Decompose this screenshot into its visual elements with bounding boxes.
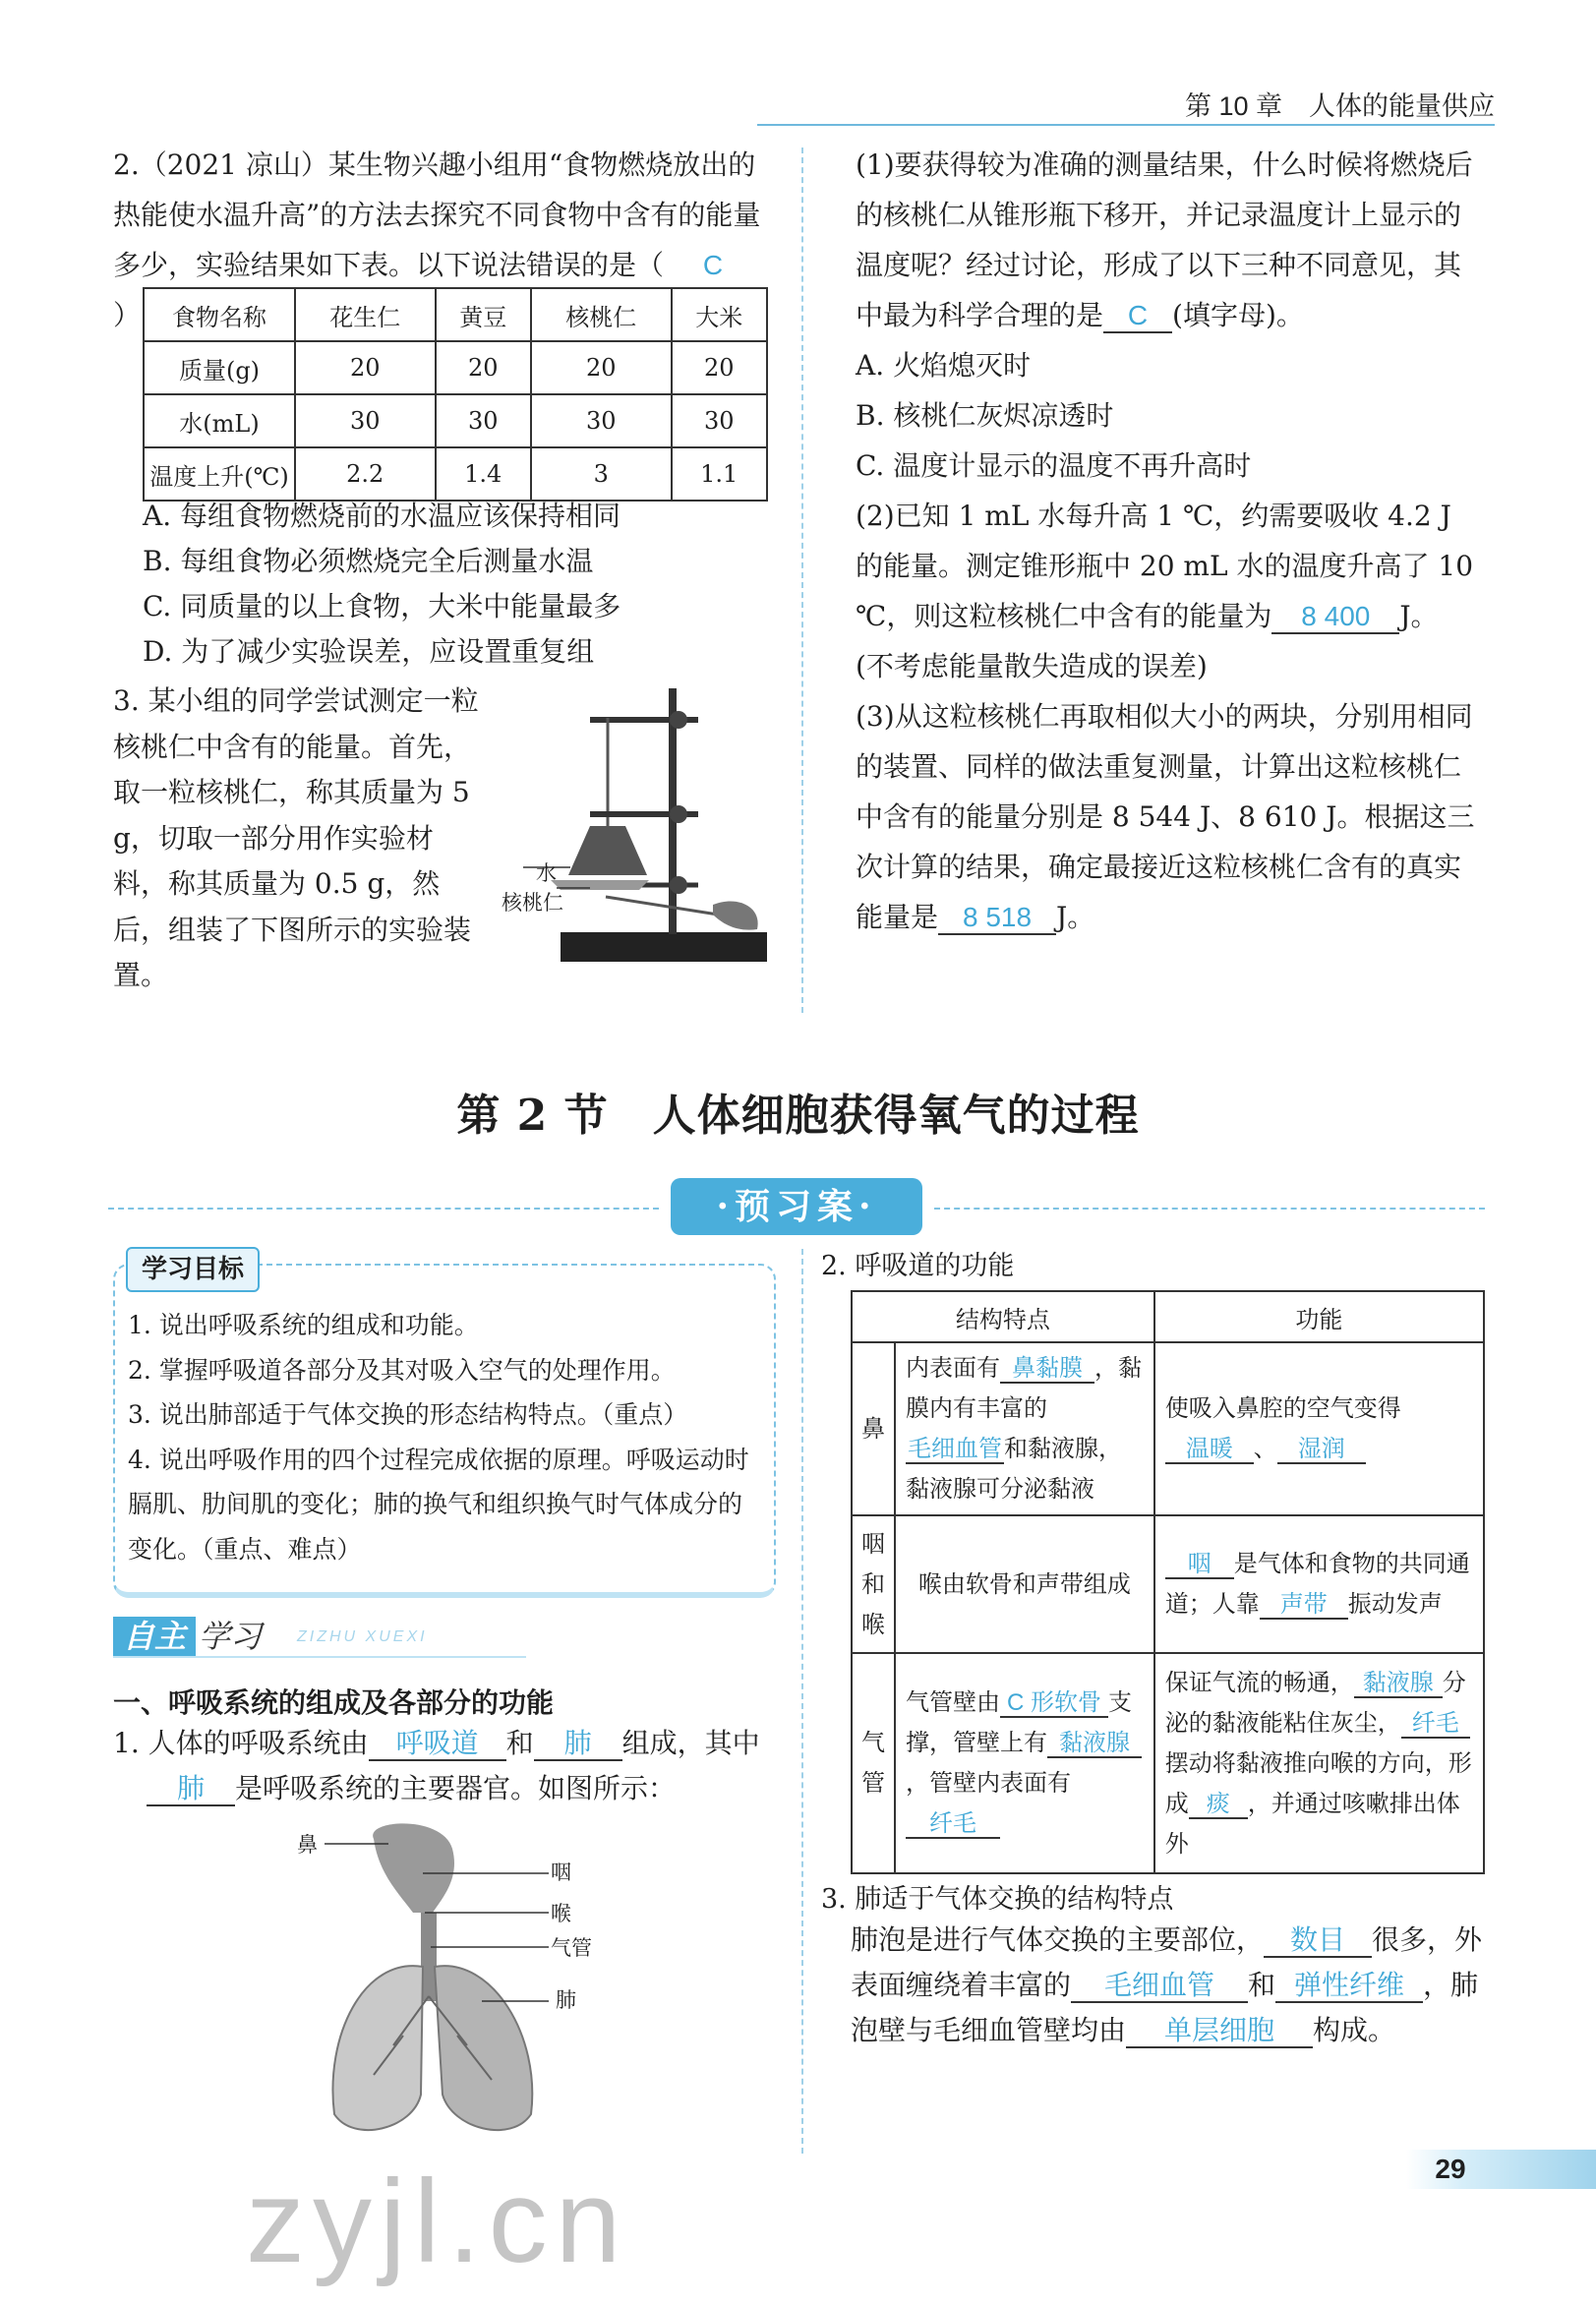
table-cell: 内表面有 鼻黏膜 ，黏膜内有丰富的毛细血管和黏液腺，黏液腺可分泌黏液 — [895, 1342, 1154, 1515]
self-study-label-a: 自主 — [113, 1617, 196, 1656]
answer-capillaries-lung: 毛细血管 — [1071, 1971, 1248, 2003]
table-row — [852, 1515, 1484, 1653]
table-header-cell: 食物名称 — [144, 288, 295, 341]
table-cell: 气管壁由 C 形软骨 支撑，管壁上有 黏液腺，管壁内表面有纤毛 — [895, 1653, 1154, 1873]
table-row — [852, 1342, 1484, 1515]
answer-single-cell-layer: 单层细胞 — [1126, 2016, 1313, 2048]
row-label-nose: 鼻 — [852, 1342, 895, 1515]
learning-goals-label: 学习目标 — [126, 1247, 260, 1292]
q3-part1-answer: C — [1103, 301, 1172, 333]
table-row — [144, 394, 767, 447]
table-cell: 20 — [436, 341, 532, 394]
answer-warm: 温暖 — [1165, 1437, 1254, 1464]
goal-item: 1. 说出呼吸系统的组成和功能。 — [128, 1311, 479, 1339]
q3-option: C. 温度计显示的温度不再升高时 — [856, 449, 1252, 482]
goal-item: 2. 掌握呼吸道各部分及其对吸入空气的处理作用。 — [128, 1355, 676, 1385]
table-cell: 3 — [531, 447, 672, 501]
right-lung-shape — [435, 1966, 532, 2130]
table-row — [852, 1653, 1484, 1873]
table-header-cell: 大米 — [672, 288, 768, 341]
table-cell: 1.4 — [436, 447, 532, 501]
answer-respiratory-tract: 呼吸道 — [369, 1729, 506, 1761]
part1-heading: 一、呼吸系统的组成及各部分的功能 — [113, 1687, 555, 1718]
answer-nasal-mucosa: 鼻黏膜 — [1000, 1356, 1094, 1384]
fig-label-nose: 鼻 — [297, 1833, 318, 1857]
table-cell: 30 — [672, 394, 768, 447]
flask — [568, 826, 647, 875]
table-cell: 喉由软骨和声带组成 — [895, 1515, 1154, 1653]
stand-base — [561, 932, 767, 962]
fig-label-larynx: 喉 — [551, 1902, 571, 1925]
q3-option: B. 核桃仁灰烬凉透时 — [856, 399, 1114, 432]
table-cell: 保证气流的畅通， 黏液腺 分泌的黏液能粘住灰尘， 纤毛摆动将黏液推向喉的方向，形成 痰 ，并通过咳嗽排出体外 — [1154, 1653, 1484, 1873]
q2-stem: 2.（2021 凉山）某生物兴趣小组用“食物燃烧放出的热能使水温升高”的方法去探究不同食物中含有的能量多少，实验结果如下表。以下说法错误的是（ C） — [113, 148, 761, 331]
table-header-cell: 核桃仁 — [531, 288, 672, 341]
column-divider-top — [801, 148, 803, 1013]
row-label-throat: 咽和喉 — [852, 1515, 895, 1653]
respiratory-tract-table — [851, 1290, 1485, 1874]
section-rule-left — [108, 1208, 659, 1210]
q3-text: 3. 某小组的同学尝试测定一粒核桃仁中含有的能量。首先，取一粒核桃仁，称其质量为 5 g，切取一部分用作实验材料，称其质量为 0.5 g，然后，组装了下图所示的实验装置。 — [113, 684, 479, 991]
respiratory-tract-heading: 2. 呼吸道的功能 — [821, 1251, 1015, 1281]
lung-structure-text: 肺泡是进行气体交换的主要部位， 数目 很多，外表面缠绕着丰富的 毛细血管 和 弹性纤维 ，肺泡壁与毛细血管壁均由 单层细胞 构成。 — [851, 1923, 1483, 2046]
q2-option: C. 同质量的以上食物，大米中能量最多 — [143, 590, 621, 622]
goal-item: 4. 说出呼吸作用的四个过程完成依据的原理。呼吸运动时膈肌、肋间肌的变化；肺的换气和组织换气时气体成分的变化。（重点、难点） — [128, 1445, 749, 1564]
q2-option: B. 每组食物必须燃烧完全后测量水温 — [143, 545, 594, 577]
q3-part2: (2)已知 1 mL 水每升高 1 ℃，约需要吸收 4.2 J 的能量。测定锥形瓶中 20 mL 水的温度升高了 10 ℃，则这粒核桃仁中含有的能量为 8 400 J。 — [856, 500, 1474, 632]
column-divider-bottom — [801, 1249, 803, 2154]
answer-vocal-cords: 声带 — [1260, 1592, 1348, 1620]
table-cell: 30 — [295, 394, 436, 447]
fig-label-walnut: 核桃仁 — [502, 891, 563, 915]
self-study-label-b: 学习 — [199, 1618, 263, 1655]
answer-c-cartilage: C 形软骨 — [1000, 1690, 1108, 1718]
goal-item: 3. 说出肺部适于气体交换的形态结构特点。（重点） — [128, 1400, 688, 1429]
q3-part1: (1)要获得较为准确的测量结果，什么时候将燃烧后的核桃仁从锥形瓶下移开，并记录温度计上显示的温度呢？经过讨论，形成了以下三种不同意见，其中最为科学合理的是 C (填字母)。 — [856, 148, 1473, 331]
table-cell: 水(mL) — [144, 394, 295, 447]
table-header-row — [144, 288, 767, 341]
answer-phlegm: 痰 — [1189, 1792, 1248, 1819]
table-header-cell: 花生仁 — [295, 288, 436, 341]
answer-lung-1: 肺 — [534, 1729, 622, 1761]
chapter-header: 第 10 章 人体的能量供应 — [1184, 91, 1495, 121]
table-cell: 20 — [531, 341, 672, 394]
preview-banner: ·预习案· — [671, 1178, 922, 1235]
q3-right-column — [856, 140, 1485, 942]
page-number: 29 — [1435, 2154, 1466, 2184]
q3-option: A. 火焰熄灭时 — [856, 349, 1032, 382]
table-cell: 30 — [436, 394, 532, 447]
table-header-row — [852, 1291, 1484, 1342]
head-outline — [373, 1823, 454, 1913]
left-lung-shape — [332, 1966, 423, 2130]
fig-label-pharynx: 咽 — [551, 1861, 571, 1884]
answer-capillaries: 毛细血管 — [906, 1437, 1004, 1464]
q2-answer: C — [702, 250, 724, 280]
part1-q1: 1. 人体的呼吸系统由 呼吸道 和 肺 组成，其中 肺 是呼吸系统的主要器官。如图所示： — [113, 1727, 760, 1804]
section-rule-right — [934, 1208, 1485, 1210]
self-study-pinyin: ZIZHU XUEXI — [297, 1628, 428, 1645]
table-row — [144, 447, 767, 501]
watermark: zyjl.cn — [246, 2156, 629, 2287]
q3-part3: (3)从这粒核桃仁再取相似大小的两块，分别用相同的装置、同样的做法重复测量，计算出这粒核桃仁中含有的能量分别是 8 544 J、8 610 J。根据这三次计算的结果，确定最接近这粒核桃仁含有的真实能量是 8 518 J。 — [856, 700, 1475, 933]
table-cell: 20 — [295, 341, 436, 394]
hand-icon — [713, 901, 758, 929]
fig-label-trachea: 气管 — [551, 1936, 592, 1960]
table-header-cell: 黄豆 — [436, 288, 532, 341]
q2-option: A. 每组食物燃烧前的水温应该保持相同 — [143, 500, 621, 532]
table-cell: 2.2 — [295, 447, 436, 501]
table-cell: 1.1 — [672, 447, 768, 501]
answer-moist: 湿润 — [1277, 1437, 1366, 1464]
table-cell: 使吸入鼻腔的空气变得温暖 、 湿润 — [1154, 1342, 1484, 1515]
q2-option: D. 为了减少实验误差，应设置重复组 — [143, 635, 595, 668]
q3-part2-note: (不考虑能量散失造成的误差) — [856, 650, 1208, 682]
table-header-cell: 功能 — [1154, 1291, 1484, 1342]
table-header-cell: 结构特点 — [852, 1291, 1154, 1342]
experiment-apparatus-figure — [492, 679, 777, 974]
section-title: 第 2 节 人体细胞获得氧气的过程 — [456, 1091, 1140, 1141]
answer-mucous-gland-2: 黏液腺 — [1354, 1671, 1443, 1698]
learning-goals-list — [128, 1303, 757, 1571]
food-energy-table — [143, 287, 768, 502]
table-cell: 30 — [531, 394, 672, 447]
answer-elastic-fiber: 弹性纤维 — [1275, 1971, 1423, 2003]
row-label-trachea: 气管 — [852, 1653, 895, 1873]
answer-number: 数目 — [1264, 1925, 1372, 1958]
lung-structure-heading: 3. 肺适于气体交换的结构特点 — [821, 1884, 1174, 1915]
table-cell: 咽 是气体和食物的共同通道；人靠 声带 振动发声 — [1154, 1515, 1484, 1653]
answer-pharynx: 咽 — [1165, 1552, 1234, 1579]
answer-mucous-gland: 黏液腺 — [1047, 1731, 1142, 1758]
q2-options — [143, 494, 772, 675]
q3-part3-answer: 8 518 — [938, 903, 1056, 935]
answer-cilia-2: 纤毛 — [1401, 1711, 1470, 1739]
table-cell: 温度上升(℃) — [144, 447, 295, 501]
header-rule — [757, 124, 1495, 126]
answer-cilia: 纤毛 — [906, 1811, 1000, 1839]
table-row — [144, 341, 767, 394]
table-cell: 20 — [672, 341, 768, 394]
fig-label-lung: 肺 — [556, 1988, 576, 2012]
answer-lung-2: 肺 — [147, 1774, 235, 1806]
q3-part2-answer: 8 400 — [1271, 602, 1399, 634]
fig-label-water: 水 — [536, 861, 557, 885]
table-cell: 质量(g) — [144, 341, 295, 394]
